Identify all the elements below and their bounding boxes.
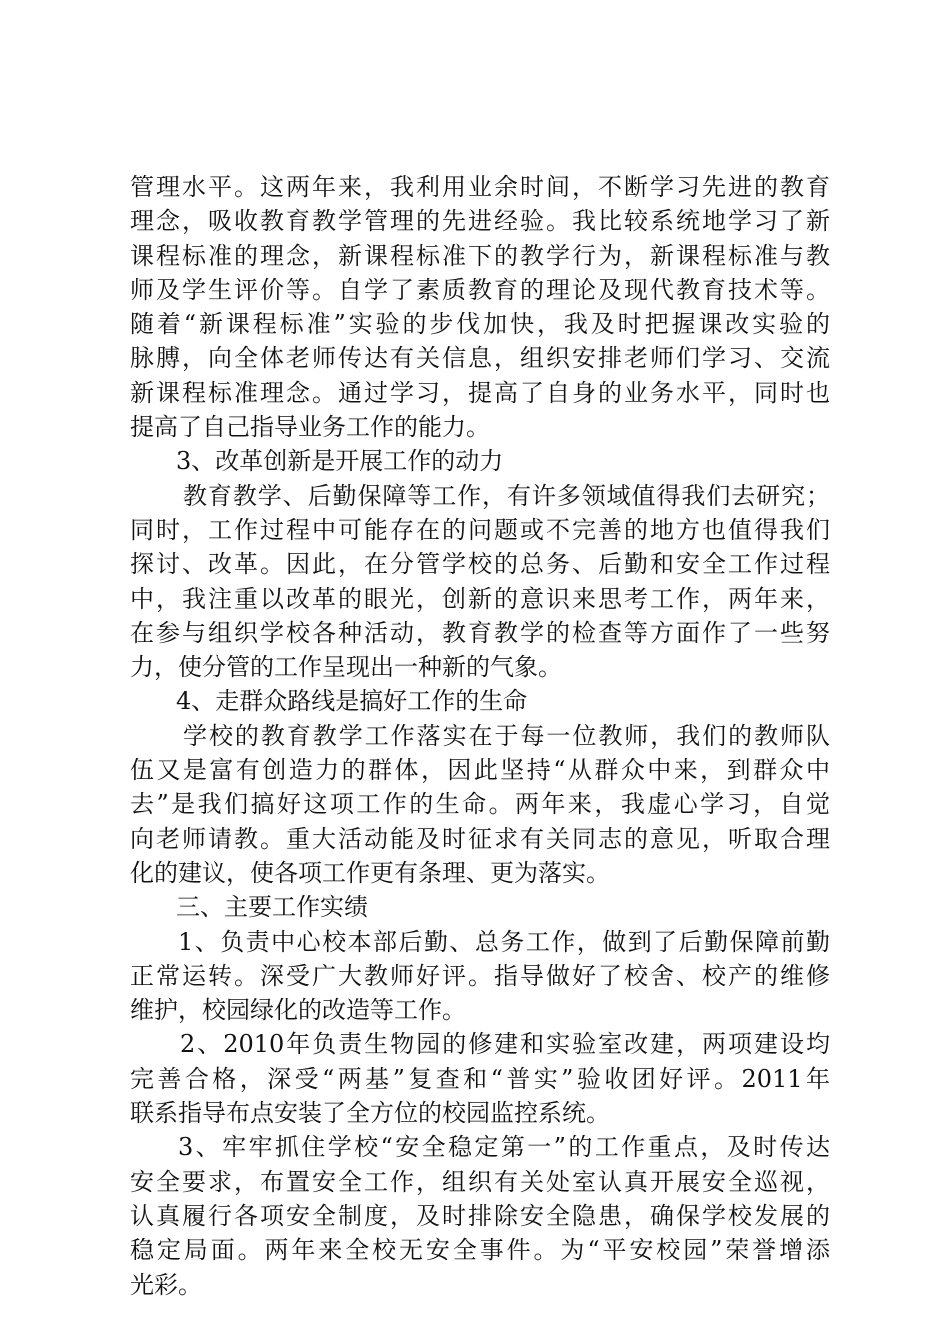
text-line: 光彩。 (130, 1270, 202, 1299)
text-line: 认真履行各项安全制度，及时排除安全隐患，确保学校发展的 (130, 1201, 830, 1230)
text-line: 新课程标准理念。通过学习，提高了自身的业务水平，同时也 (130, 378, 830, 407)
text-line: 学校的教育教学工作落实在于每一位教师，我们的教师队 (183, 721, 830, 750)
text-line: 维护，校园绿化的改造等工作。 (130, 996, 466, 1025)
text-line: 教育教学、后勤保障等工作，有许多领域值得我们去研究； (183, 481, 830, 510)
text-line: 正常运转。深受广大教师好评。指导做好了校舍、校产的维修 (130, 961, 830, 990)
text-line: 提高了自己指导业务工作的能力。 (130, 413, 490, 442)
text-line: 2、2010年负责生物园的修建和实验室改建，两项建设均 (180, 1030, 830, 1059)
text-line: 向老师请教。重大活动能及时征求有关同志的意见，听取合理 (130, 824, 830, 853)
text-line: 4、走群众路线是搞好工作的生命 (176, 687, 528, 716)
text-line: 在参与组织学校各种活动，教育教学的检查等方面作了一些努 (130, 618, 830, 647)
text-line: 化的建议，使各项工作更有条理、更为落实。 (130, 858, 610, 887)
text-line: 力，使分管的工作呈现出一种新的气象。 (130, 653, 562, 682)
text-line: 伍又是富有创造力的群体，因此坚持“从群众中来，到群众中 (130, 756, 830, 785)
text-line: 随着“新课程标准”实验的步伐加快，我及时把握课改实验的 (130, 310, 830, 339)
text-line: 3、牢牢抓住学校“安全稳定第一”的工作重点，及时传达 (178, 1133, 830, 1162)
document-body (130, 170, 830, 1302)
text-line: 师及学生评价等。自学了素质教育的理论及现代教育技术等。 (130, 275, 830, 304)
text-line: 3、改革创新是开展工作的动力 (176, 447, 504, 476)
text-line: 完善合格，深受“两基”复查和“普实”验收团好评。2011年 (130, 1064, 830, 1093)
text-line: 脉膊，向全体老师传达有关信息，组织安排老师们学习、交流 (130, 344, 830, 373)
text-line: 联系指导布点安装了全方位的校园监控系统。 (130, 1099, 610, 1128)
text-line: 课程标准的理念，新课程标准下的教学行为，新课程标准与教 (130, 241, 830, 270)
text-line: 安全要求，布置安全工作，组织有关处室认真开展安全巡视， (130, 1167, 830, 1196)
text-line: 中，我注重以改革的眼光，创新的意识来思考工作，两年来， (130, 584, 830, 613)
text-line: 探讨、改革。因此，在分管学校的总务、后勤和安全工作过程 (130, 550, 830, 579)
text-line: 理念，吸收教育教学管理的先进经验。我比较系统地学习了新 (130, 207, 830, 236)
text-line: 同时，工作过程中可能存在的问题或不完善的地方也值得我们 (130, 515, 830, 544)
text-line: 三、主要工作实绩 (176, 893, 368, 922)
text-line: 管理水平。这两年来，我利用业余时间，不断学习先进的教育 (130, 173, 830, 201)
text-line: 1、负责中心校本部后勤、总务工作，做到了后勤保障前勤 (178, 927, 830, 956)
text-line: 去”是我们搞好这项工作的生命。两年来，我虚心学习，自觉 (130, 790, 830, 819)
text-line: 稳定局面。两年来全校无安全事件。为“平安校园”荣誉增添 (130, 1236, 830, 1265)
